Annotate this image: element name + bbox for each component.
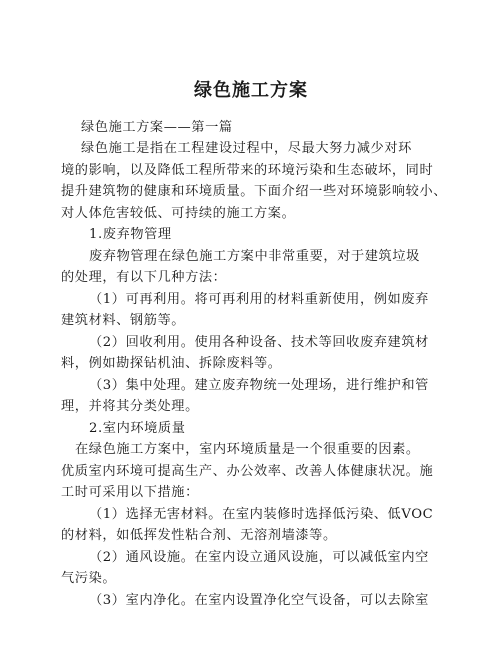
paragraph-line: （2）通风设施。在室内设立通风设施，可以减低室内空	[89, 550, 429, 565]
paragraph-line: （3）集中处理。建立废弃物统一处理场，进行维护和管	[89, 378, 429, 393]
paragraph-line: （1）可再利用。将可再利用的材料重新使用，例如废弃	[89, 292, 429, 307]
paragraph-line: 理，并将其分类处理。	[61, 399, 199, 414]
section-heading: 2.室内环境质量	[89, 421, 186, 436]
paragraph-line: 对人体危害较低、可持续的施工方案。	[61, 206, 296, 221]
paragraph-line: （2）回收利用。使用各种设备、技术等回收废弃建筑材	[89, 335, 429, 350]
paragraph-line: 境的影响，以及降低工程所带来的环境污染和生态破坏，同时	[61, 163, 434, 178]
paragraph-line: 的处理，有以下几种方法：	[61, 270, 227, 285]
paragraph-line: 绿色施工是指在工程建设过程中，尽最大努力减少对环	[81, 141, 412, 156]
document-title: 绿色施工方案	[194, 80, 308, 101]
paragraph-line: 废弃物管理在绿色施工方案中非常重要，对于建筑垃圾	[89, 249, 420, 264]
section-heading: 1.废弃物管理	[89, 227, 172, 242]
paragraph-line: 优质室内环境可提高生产、办公效率、改善人体健康状况。施	[61, 464, 434, 479]
paragraph-line: 在绿色施工方案中，室内环境质量是一个很重要的因素。	[75, 442, 420, 457]
paragraph-line: 的材料，如低挥发性粘合剂、无溶剂墙漆等。	[61, 528, 337, 543]
paragraph-line: 建筑材料、钢筋等。	[61, 313, 186, 328]
paragraph-line: （1）选择无害材料。在室内装修时选择低污染、低VOC	[89, 507, 434, 522]
paragraph-line: 提升建筑物的健康和环境质量。下面介绍一些对环境影响较小、	[61, 184, 448, 199]
paragraph-line: 工时可采用以下措施：	[61, 485, 199, 500]
paragraph-line: 料，例如勘探钻机油、拆除废料等。	[61, 356, 282, 371]
paragraph-line: 绿色施工方案——第一篇	[81, 120, 233, 135]
paragraph-line: （3）室内净化。在室内设置净化空气设备，可以去除室	[89, 593, 429, 608]
paragraph-line: 气污染。	[61, 571, 117, 586]
